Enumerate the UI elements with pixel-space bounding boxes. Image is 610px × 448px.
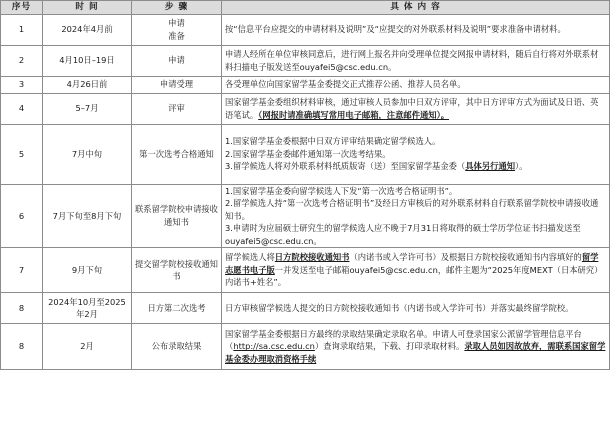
content-segment: （内诺书或入学许可书）及根据日方院校接收通知书内容填好的: [349, 252, 582, 263]
content-segment: 1.国家留学基金委根据中日双方评审结果确定留学候选人。: [225, 136, 441, 147]
cell-time: 2024年4月前: [43, 14, 132, 45]
content-segment: 日方审核留学候选人提交的日方院校接收通知书（内诺书或入学许可书）并落实最终留学院校。: [225, 302, 574, 313]
content-segment: 2.国家留学基金委邮件通知第一次选考结果。: [225, 148, 391, 159]
content-segment: 申请人经所在单位审核同意后，进行网上报名并向受理单位提交网报申请材料，随后自行将对外联系材料扫描电子版发送至ouyafei5@csc.edu.cn。: [225, 49, 599, 72]
cell-no: 4: [1, 93, 43, 124]
cell-content: [222, 45, 610, 76]
cell-step: 申请受理: [132, 76, 222, 93]
content-segment: 各受理单位向国家留学基金委提交正式推荐公函、推荐人员名单。: [225, 79, 466, 90]
cell-step: 申请: [132, 45, 222, 76]
cell-content: [222, 248, 610, 293]
cell-content: [222, 293, 610, 324]
table-row: [1, 14, 610, 45]
cell-no: 6: [1, 184, 43, 248]
header-no: 序号: [1, 1, 43, 15]
cell-step: 评审: [132, 93, 222, 124]
cell-time: 7月中旬: [43, 124, 132, 184]
content-segment: 国家留学基金委根据日方最终的录取结果确定录取名单。申请人可登录国家公派留学管理信息平台（: [225, 328, 582, 352]
header-content: 具 体 内 容: [222, 1, 610, 15]
cell-content: [222, 124, 610, 184]
cell-content: [222, 93, 610, 124]
content-segment: 国家留学基金委组织材料审核，通过审核人员参加中日双方评审，其中日方评审方式为面试及日语、英语笔试。: [225, 97, 599, 120]
cell-time: 2月: [43, 324, 132, 370]
header-time: 时 间: [43, 1, 132, 15]
cell-time: 9月下旬: [43, 248, 132, 293]
content-segment: 一并发送至电子邮箱ouyafei5@csc.edu.cn，邮件主题为“2025年度MEXT（日本研究）内诺书+姓名”。: [225, 264, 603, 288]
content-segment: 录取人员如因故放弃，需联系国家留学基金委办理取消资格手续: [225, 341, 606, 364]
content-segment: 留学志愿书电子版: [225, 252, 599, 275]
content-segment: ）。: [515, 161, 528, 172]
cell-content: [222, 76, 610, 93]
cell-time: 4月26日前: [43, 76, 132, 93]
content-segment: 留学候选人将: [225, 252, 275, 263]
cell-no: 1: [1, 14, 43, 45]
header-step: 步 骤: [132, 1, 222, 15]
table-row: [1, 45, 610, 76]
table-row: [1, 248, 610, 293]
table-row: [1, 124, 610, 184]
table-row: [1, 293, 610, 324]
cell-no: 5: [1, 124, 43, 184]
cell-no: 8: [1, 293, 43, 324]
content-segment: （网报时请准确填写常用电子邮箱，注意邮件通知）。: [258, 109, 450, 120]
cell-step: 第一次选考合格通知: [132, 124, 222, 184]
content-segment: 1.国家留学基金委向留学候选人下发“第一次选考合格证明书”。: [225, 185, 458, 196]
content-segment: http://sa.csc.edu.cn: [233, 341, 315, 352]
cell-time: 5–7月: [43, 93, 132, 124]
header-row: [1, 1, 610, 15]
cell-step: 申请 准备: [132, 14, 222, 45]
cell-no: 2: [1, 45, 43, 76]
content-segment: 具体另行通知: [465, 161, 516, 172]
cell-content: [222, 14, 610, 45]
cell-step: 联系留学院校申请接收通知书: [132, 184, 222, 248]
table-row: [1, 184, 610, 248]
cell-time: 4月10日–19日: [43, 45, 132, 76]
table-row: [1, 93, 610, 124]
cell-content: [222, 184, 610, 248]
content-segment: 2.留学候选人持“第一次选考合格证明书”及经日方审核后的对外联系材料自行联系留学院校申请接收通知书。: [225, 198, 599, 221]
cell-no: 8: [1, 324, 43, 370]
content-segment: 3.申请时为应届硕士研究生的留学候选人应不晚于7月31日将取得的硕士学历学位证书扫描发送至ouyafei5@csc.edu.cn。: [225, 223, 581, 246]
cell-time: 2024年10月至2025年2月: [43, 293, 132, 324]
cell-time: 7月下旬至8月下旬: [43, 184, 132, 248]
cell-step: 提交留学院校接收通知书: [132, 248, 222, 293]
cell-content: [222, 324, 610, 370]
cell-step: 日方第二次选考: [132, 293, 222, 324]
table-row: [1, 76, 610, 93]
content-segment: 日方院校接收通知书: [274, 252, 350, 263]
cell-no: 3: [1, 76, 43, 93]
content-segment: 3.留学候选人将对外联系材料纸质版寄（送）至国家留学基金委（: [225, 161, 466, 172]
content-segment: ）查询录取结果，下载、打印录取材料。: [314, 341, 465, 352]
cell-step: 公布录取结果: [132, 324, 222, 370]
table-row: [1, 324, 610, 370]
cell-no: 7: [1, 248, 43, 293]
content-segment: 按“信息平台应提交的申请材料及说明”及“应提交的对外联系材料及说明”要求准备申请材料。: [225, 24, 566, 35]
